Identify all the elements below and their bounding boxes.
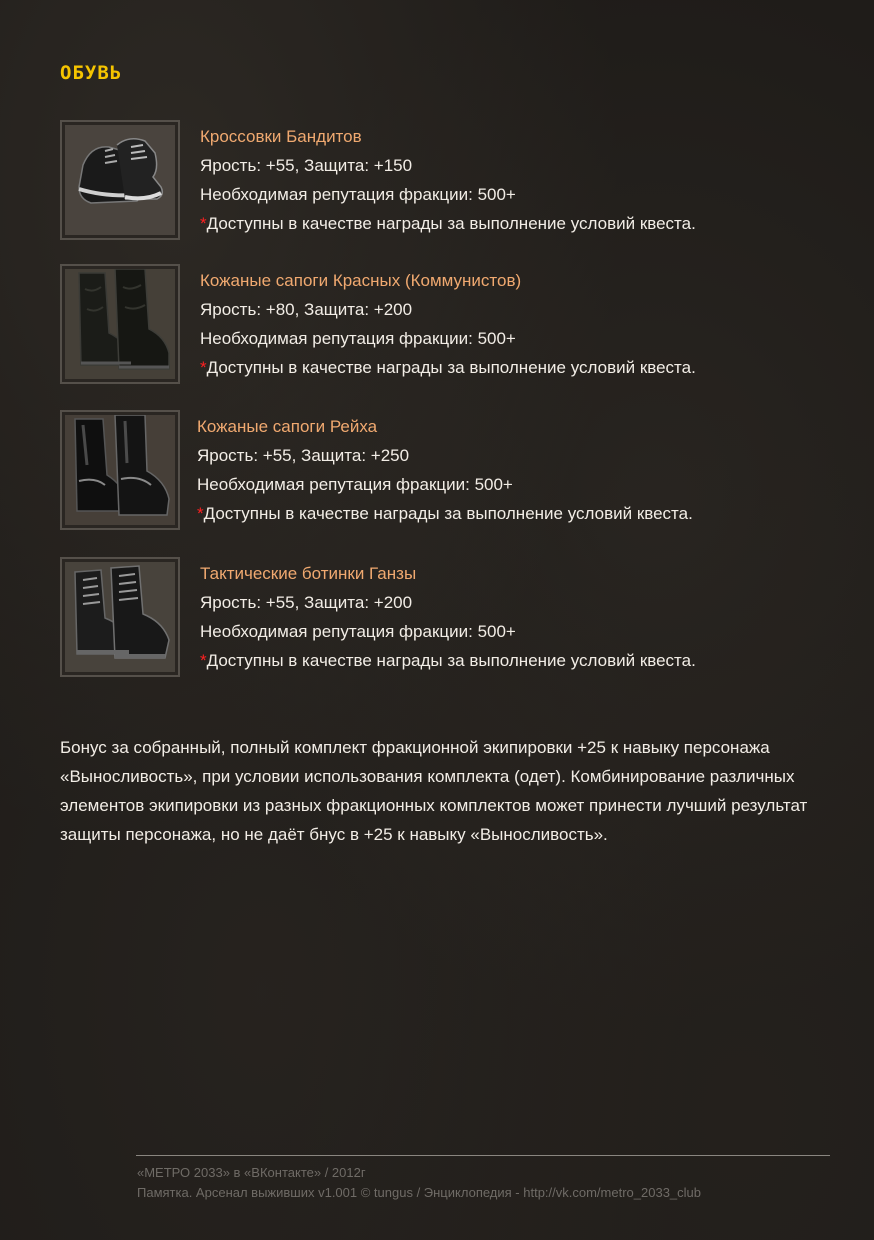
item-stats: Ярость: +55, Защита: +150 — [200, 156, 413, 175]
bandit-sneakers-image — [60, 120, 180, 240]
footnote-asterisk: * — [200, 214, 207, 233]
item-name: Кроссовки Бандитов — [200, 127, 362, 146]
section-title: ОБУВЬ — [60, 62, 123, 84]
footer-line-2: Памятка. Арсенал выживших v1.001 © tungus / Энциклопедия - http://vk.com/metro_2033_club — [137, 1185, 701, 1200]
item-note-text: Доступны в качестве награды за выполнение условий квеста. — [206, 358, 696, 377]
item-bandit-sneakers — [60, 120, 820, 242]
item-reputation: Необходимая репутация фракции: 500+ — [200, 329, 516, 348]
reich-boots-image — [60, 410, 180, 530]
item-stats: Ярость: +80, Защита: +200 — [200, 300, 413, 319]
item-name: Тактические ботинки Ганзы — [200, 564, 417, 583]
item-hanza-tactical-boots — [60, 557, 820, 679]
set-bonus-paragraph — [60, 733, 830, 849]
item-note — [200, 209, 696, 238]
item-reich-boots — [60, 410, 820, 532]
item-note — [200, 646, 696, 675]
item-name: Кожаные сапоги Рейха — [197, 417, 378, 436]
item-red-boots — [60, 264, 820, 386]
footnote-asterisk: * — [200, 358, 207, 377]
item-reputation: Необходимая репутация фракции: 500+ — [197, 475, 513, 494]
item-note-text: Доступны в качестве награды за выполнение условий квеста. — [206, 651, 696, 670]
item-stats: Ярость: +55, Защита: +250 — [197, 446, 410, 465]
set-bonus-text: Бонус за собранный, полный комплект фракционной экипировки +25 к навыку персонажа «Выносливость», при условии использования комплекта (одет). Комбинирование различных элементов экипировки из разных фракционных комплектов может принести лучший результат защиты персонажа, но не даёт бнус в +25 к навыку «Выносливость». — [60, 738, 808, 844]
footer-line-1: «МЕТРО 2033» в «ВКонтакте» / 2012г — [137, 1165, 366, 1180]
footer-divider — [136, 1155, 830, 1156]
red-boots-image — [60, 264, 180, 384]
footnote-asterisk: * — [197, 504, 204, 523]
item-stats: Ярость: +55, Защита: +200 — [200, 593, 413, 612]
item-note — [200, 353, 696, 382]
hanza-tactical-boots-image — [60, 557, 180, 677]
item-note — [197, 499, 693, 528]
item-note-text: Доступны в качестве награды за выполнение условий квеста. — [203, 504, 693, 523]
footnote-asterisk: * — [200, 651, 207, 670]
item-name: Кожаные сапоги Красных (Коммунистов) — [200, 271, 522, 290]
item-reputation: Необходимая репутация фракции: 500+ — [200, 622, 516, 641]
item-note-text: Доступны в качестве награды за выполнение условий квеста. — [206, 214, 696, 233]
page-footer — [137, 1163, 701, 1203]
item-reputation: Необходимая репутация фракции: 500+ — [200, 185, 516, 204]
